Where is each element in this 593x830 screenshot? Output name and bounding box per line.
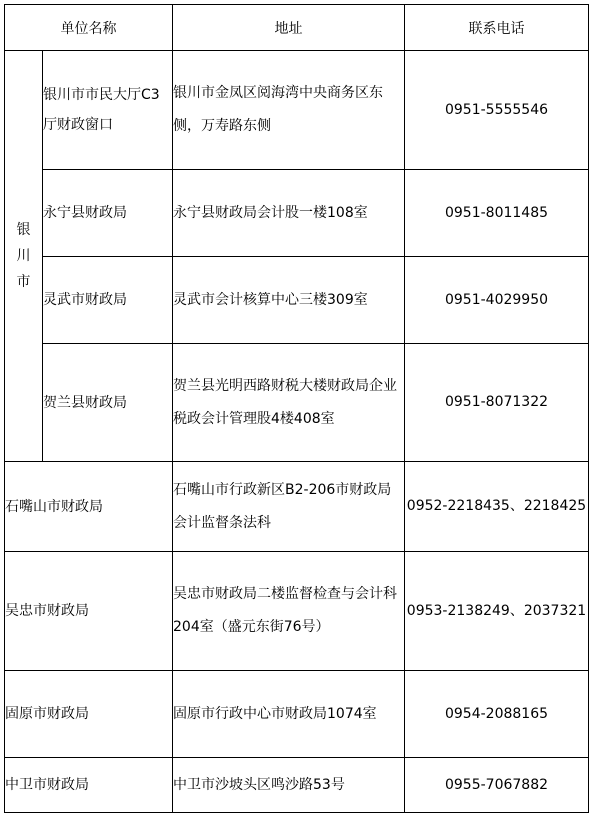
unit-phone: 0953-2138249、2037321 <box>405 552 589 671</box>
yinchuan-city-cell <box>5 51 43 462</box>
header-address: 地址 <box>173 5 405 51</box>
unit-address: 灵武市会计核算中心三楼309室 <box>173 257 405 344</box>
unit-phone: 0951-8011485 <box>405 170 589 257</box>
table-row <box>5 462 589 552</box>
unit-address: 贺兰县光明西路财税大楼财政局企业税政会计管理股4楼408室 <box>173 344 405 462</box>
unit-phone: 0955-7067882 <box>405 758 589 813</box>
unit-name: 贺兰县财政局 <box>43 344 173 462</box>
header-unit: 单位名称 <box>5 5 173 51</box>
unit-phone: 0951-4029950 <box>405 257 589 344</box>
unit-phone: 0951-8071322 <box>405 344 589 462</box>
unit-name: 固原市财政局 <box>5 671 173 758</box>
city-char: 市 <box>16 274 31 290</box>
city-char: 银 <box>16 222 31 238</box>
table-row <box>5 552 589 671</box>
table-row <box>5 51 589 170</box>
unit-address: 中卫市沙坡头区鸣沙路53号 <box>173 758 405 813</box>
header-row <box>5 5 589 51</box>
table-row <box>5 257 589 344</box>
table-row <box>5 758 589 813</box>
unit-address: 吴忠市财政局二楼监督检查与会计科204室（盛元东街76号） <box>173 552 405 671</box>
unit-address: 银川市金凤区阅海湾中央商务区东侧，万寿路东侧 <box>173 51 405 170</box>
unit-name: 中卫市财政局 <box>5 758 173 813</box>
unit-name: 灵武市财政局 <box>43 257 173 344</box>
unit-phone: 0951-5555546 <box>405 51 589 170</box>
contact-table <box>4 4 589 813</box>
unit-name: 石嘴山市财政局 <box>5 462 173 552</box>
unit-phone: 0952-2218435、2218425 <box>405 462 589 552</box>
table-row <box>5 170 589 257</box>
unit-address: 固原市行政中心市财政局1074室 <box>173 671 405 758</box>
table-row <box>5 671 589 758</box>
unit-name: 吴忠市财政局 <box>5 552 173 671</box>
unit-address: 永宁县财政局会计股一楼108室 <box>173 170 405 257</box>
table-row <box>5 344 589 462</box>
unit-address: 石嘴山市行政新区B2-206市财政局会计监督条法科 <box>173 462 405 552</box>
unit-name: 永宁县财政局 <box>43 170 173 257</box>
unit-name: 银川市市民大厅C3厅财政窗口 <box>43 51 173 170</box>
header-phone: 联系电话 <box>405 5 589 51</box>
unit-phone: 0954-2088165 <box>405 671 589 758</box>
city-char: 川 <box>16 248 31 264</box>
